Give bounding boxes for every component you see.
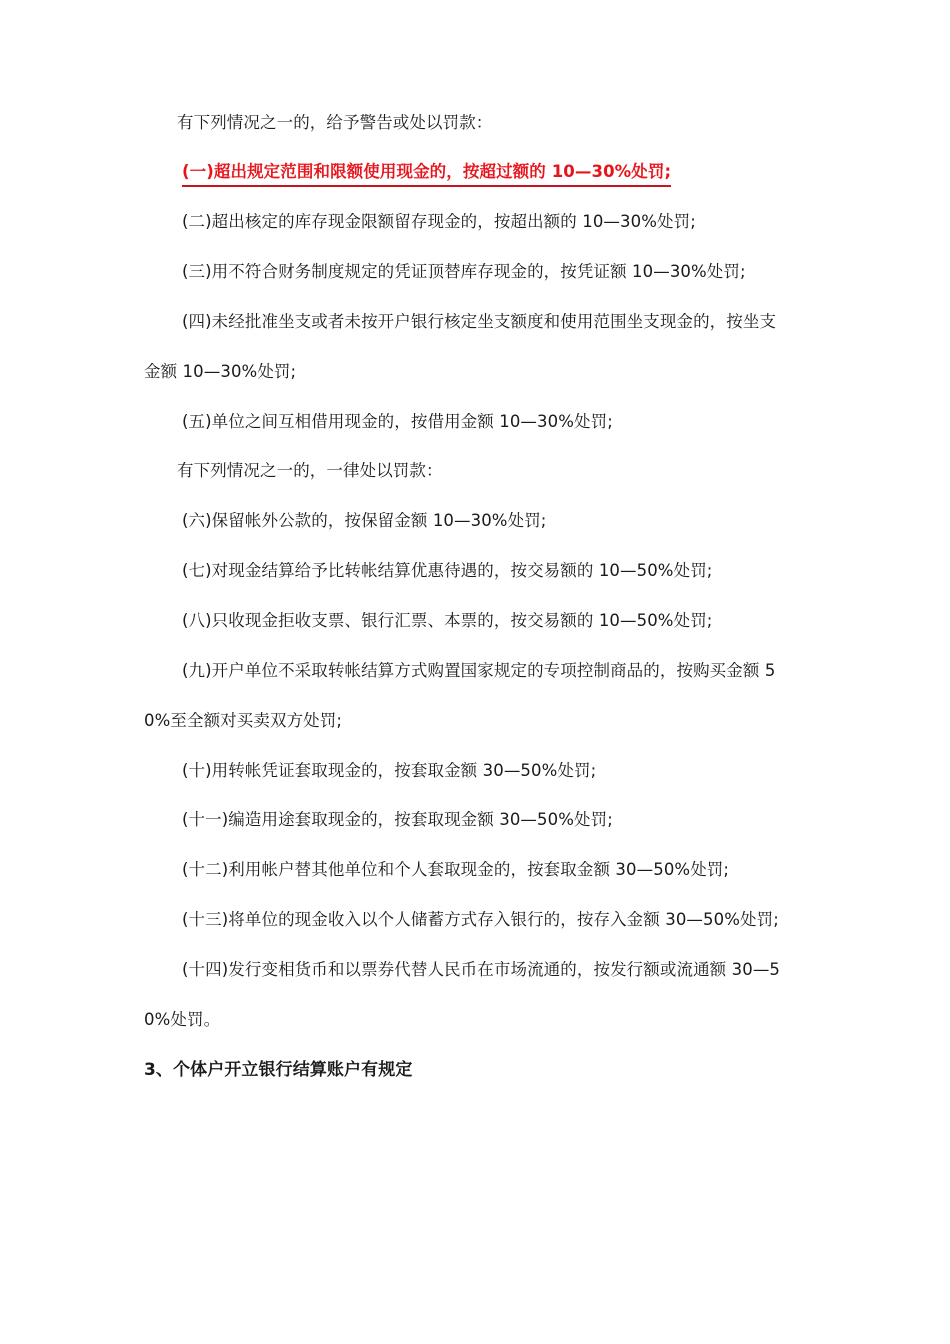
list-item-14-continued: 0%处罚。 <box>144 1010 221 1029</box>
paragraph-intro-fines: 有下列情况之一的，一律处以罚款： <box>177 461 443 480</box>
highlighted-item-1: (一)超出规定范围和限额使用现金的，按超过额的 10—30%处罚; <box>182 160 671 187</box>
list-item-14: (十四)发行变相货币和以票券代替人民币在市场流通的，按发行额或流通额 30—5 <box>182 960 781 979</box>
section-heading: 3、个体户开立银行结算账户有规定 <box>144 1060 413 1080</box>
list-item-9-continued: 0%至全额对买卖双方处罚; <box>144 711 343 730</box>
list-item-5: (五)单位之间互相借用现金的，按借用金额 10—30%处罚; <box>182 412 613 431</box>
list-item-2: (二)超出核定的库存现金限额留存现金的，按超出额的 10—30%处罚; <box>182 212 696 231</box>
list-item-12: (十二)利用帐户替其他单位和个人套取现金的，按套取金额 30—50%处罚; <box>182 860 730 879</box>
list-item-8: (八)只收现金拒收支票、银行汇票、本票的，按交易额的 10—50%处罚; <box>182 611 713 630</box>
list-item-6: (六)保留帐外公款的，按保留金额 10—30%处罚; <box>182 511 547 530</box>
list-item-7: (七)对现金结算给予比转帐结算优惠待遇的，按交易额的 10—50%处罚; <box>182 561 713 580</box>
list-item-11: (十一)编造用途套取现金的，按套取现金额 30—50%处罚; <box>182 810 613 829</box>
list-item-13: (十三)将单位的现金收入以个人储蓄方式存入银行的，按存入金额 30—50%处罚; <box>182 910 779 929</box>
list-item-4: (四)未经批准坐支或者未按开户银行核定坐支额度和使用范围坐支现金的，按坐支 <box>182 312 777 331</box>
list-item-10: (十)用转帐凭证套取现金的，按套取金额 30—50%处罚; <box>182 761 597 780</box>
paragraph-intro-warning: 有下列情况之一的，给予警告或处以罚款： <box>177 113 493 132</box>
list-item-3: (三)用不符合财务制度规定的凭证顶替库存现金的，按凭证额 10—30%处罚; <box>182 262 746 281</box>
list-item-9: (九)开户单位不采取转帐结算方式购置国家规定的专项控制商品的，按购买金额 5 <box>182 661 776 680</box>
list-item-4-continued: 金额 10—30%处罚; <box>144 362 297 381</box>
